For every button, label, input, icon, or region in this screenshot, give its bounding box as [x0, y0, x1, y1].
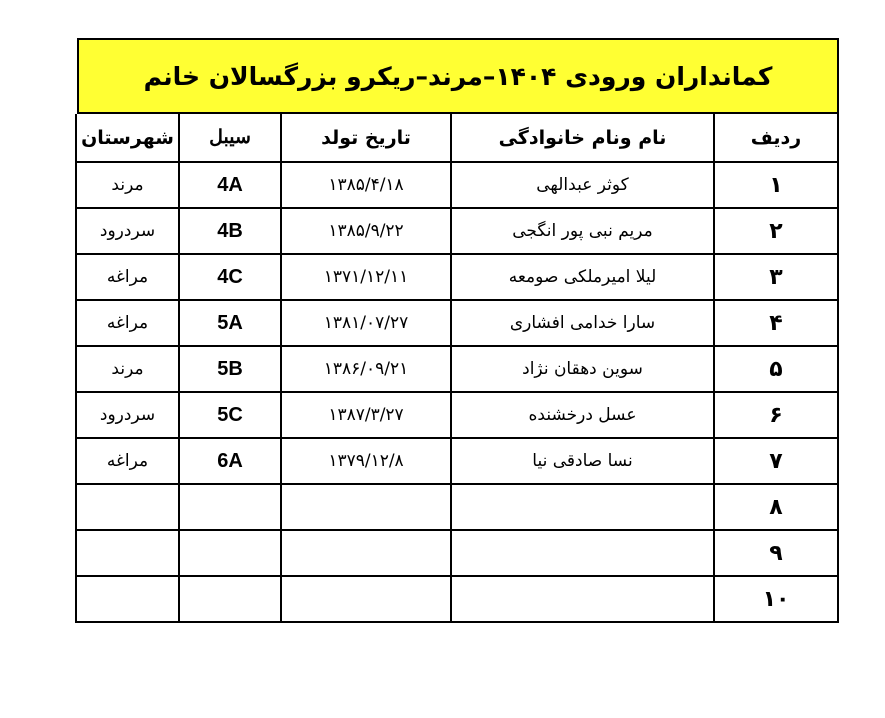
cell-birth-date: ۱۳۸۵/۹/۲۲ — [281, 208, 451, 254]
cell-full-name: کوثر عبدالهی — [451, 162, 714, 208]
cell-city: مرند — [76, 346, 179, 392]
cell-city: مراغه — [76, 254, 179, 300]
cell-full-name: سارا خدامی افشاری — [451, 300, 714, 346]
archers-table — [75, 114, 839, 623]
cell-row-number: ۶ — [714, 392, 838, 438]
table-row — [76, 162, 838, 208]
cell-row-number: ۷ — [714, 438, 838, 484]
cell-row-number: ۲ — [714, 208, 838, 254]
cell-target-level — [179, 484, 281, 530]
cell-birth-date: ۱۳۷۱/۱۲/۱۱ — [281, 254, 451, 300]
header-birth-date: تاریخ تولد — [281, 114, 451, 162]
cell-full-name — [451, 484, 714, 530]
cell-target-level: 5C — [179, 392, 281, 438]
cell-full-name: سوین دهقان نژاد — [451, 346, 714, 392]
cell-row-number: ۱ — [714, 162, 838, 208]
cell-target-level: 4A — [179, 162, 281, 208]
header-city: شهرستان — [76, 114, 179, 162]
cell-birth-date: ۱۳۸۷/۳/۲۷ — [281, 392, 451, 438]
table-row — [76, 484, 838, 530]
archers-sheet — [77, 38, 839, 623]
cell-target-level: 5A — [179, 300, 281, 346]
cell-city — [76, 576, 179, 622]
table-row — [76, 208, 838, 254]
cell-birth-date — [281, 530, 451, 576]
cell-birth-date: ۱۳۸۱/۰۷/۲۷ — [281, 300, 451, 346]
header-row-number: ردیف — [714, 114, 838, 162]
cell-full-name: نسا صادقی نیا — [451, 438, 714, 484]
cell-full-name: لیلا امیرملکی صومعه — [451, 254, 714, 300]
cell-city: مراغه — [76, 300, 179, 346]
cell-row-number: ۳ — [714, 254, 838, 300]
cell-target-level: 5B — [179, 346, 281, 392]
cell-row-number: ۱۰ — [714, 576, 838, 622]
cell-row-number: ۴ — [714, 300, 838, 346]
cell-birth-date — [281, 484, 451, 530]
cell-row-number: ۵ — [714, 346, 838, 392]
table-row — [76, 300, 838, 346]
cell-target-level — [179, 576, 281, 622]
cell-birth-date: ۱۳۷۹/۱۲/۸ — [281, 438, 451, 484]
table-header-row — [76, 114, 838, 162]
cell-city — [76, 530, 179, 576]
cell-city: سردرود — [76, 392, 179, 438]
cell-birth-date — [281, 576, 451, 622]
table-row — [76, 392, 838, 438]
cell-full-name — [451, 530, 714, 576]
cell-target-level — [179, 530, 281, 576]
sheet-title: کمانداران ورودی ۱۴۰۴–مرند–ریکرو بزرگسالان خانم — [77, 38, 839, 114]
table-row — [76, 530, 838, 576]
header-target-level: سیبل — [179, 114, 281, 162]
table-body — [76, 162, 838, 622]
table-row — [76, 438, 838, 484]
cell-full-name — [451, 576, 714, 622]
cell-target-level: 4C — [179, 254, 281, 300]
table-row — [76, 576, 838, 622]
header-full-name: نام ونام خانوادگی — [451, 114, 714, 162]
cell-full-name: عسل درخشنده — [451, 392, 714, 438]
cell-full-name: مریم نبی پور انگجی — [451, 208, 714, 254]
cell-city: مرند — [76, 162, 179, 208]
table-row — [76, 254, 838, 300]
cell-target-level: 6A — [179, 438, 281, 484]
cell-birth-date: ۱۳۸۶/۰۹/۲۱ — [281, 346, 451, 392]
cell-city — [76, 484, 179, 530]
cell-row-number: ۹ — [714, 530, 838, 576]
cell-city: مراغه — [76, 438, 179, 484]
cell-target-level: 4B — [179, 208, 281, 254]
cell-city: سردرود — [76, 208, 179, 254]
cell-birth-date: ۱۳۸۵/۴/۱۸ — [281, 162, 451, 208]
cell-row-number: ۸ — [714, 484, 838, 530]
table-row — [76, 346, 838, 392]
